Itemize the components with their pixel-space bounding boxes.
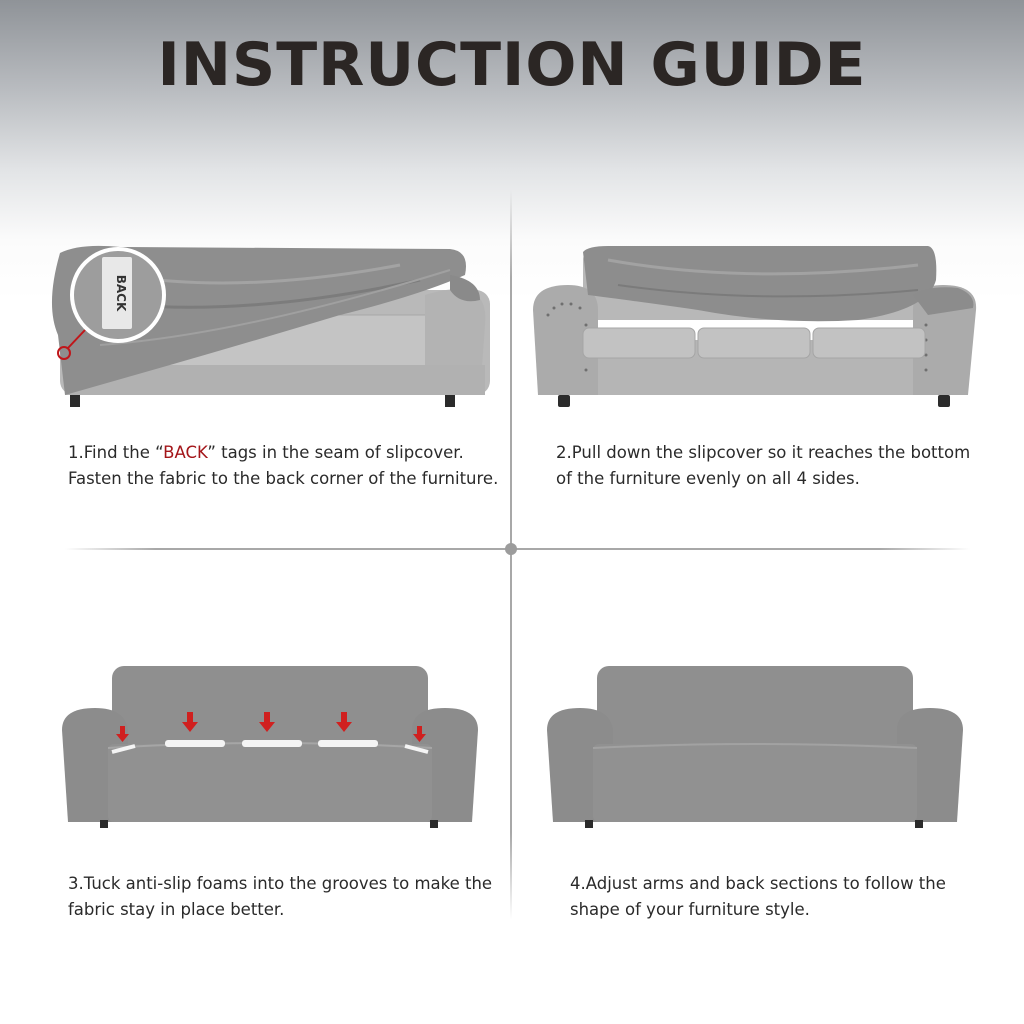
step-1-image bbox=[40, 235, 500, 415]
page-title: INSTRUCTION GUIDE bbox=[157, 30, 867, 100]
step-1-line2: Fasten the fabric to the back corner of the furniture. bbox=[68, 469, 499, 488]
step-3-caption bbox=[68, 871, 492, 923]
step-4-line2: shape of your furniture style. bbox=[570, 900, 810, 919]
horizontal-divider bbox=[65, 548, 970, 550]
vertical-divider bbox=[510, 190, 512, 920]
step-2-line2: of the furniture evenly on all 4 sides. bbox=[556, 469, 860, 488]
step-4-caption bbox=[570, 871, 946, 923]
step-4-image bbox=[545, 660, 965, 835]
step-1-caption bbox=[68, 440, 498, 492]
step-2-image bbox=[528, 240, 983, 415]
back-tag-label: BACK bbox=[114, 274, 128, 312]
step-1-line1-suffix: ” tags in the seam of slipcover. bbox=[207, 443, 464, 462]
step-3-image bbox=[60, 660, 480, 835]
step-3-line1: 3.Tuck anti-slip foams into the grooves to make the bbox=[68, 874, 493, 893]
step-1-back-highlight: BACK bbox=[163, 443, 208, 462]
step-4-line1: 4.Adjust arms and back sections to follow the bbox=[570, 874, 946, 893]
divider-center-dot bbox=[505, 543, 517, 555]
step-2-caption bbox=[556, 440, 970, 492]
step-2-line1: 2.Pull down the slipcover so it reaches the bottom bbox=[556, 443, 971, 462]
step-1-line1-prefix: 1.Find the “ bbox=[68, 443, 164, 462]
step-3-line2: fabric stay in place better. bbox=[68, 900, 285, 919]
